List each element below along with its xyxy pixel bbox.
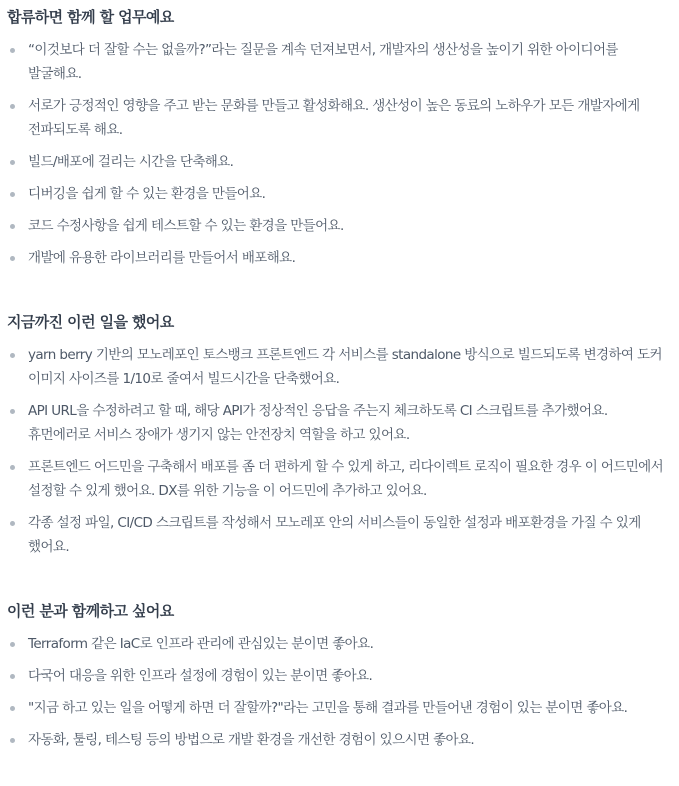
bullet-icon <box>10 256 15 261</box>
list-item <box>7 511 673 559</box>
list-item <box>7 399 673 447</box>
bullet-icon <box>10 465 15 470</box>
list-item <box>7 728 673 752</box>
section-past-work <box>7 310 673 559</box>
bullet-icon <box>10 353 15 358</box>
list-item <box>7 94 673 142</box>
list-item-text: 코드 수정사항을 쉽게 테스트할 수 있는 환경을 만들어요. <box>28 218 344 234</box>
section-responsibilities <box>7 0 673 270</box>
list-item-text: 디버깅을 쉽게 할 수 있는 환경을 만들어요. <box>28 186 266 202</box>
bullet-icon <box>10 160 15 165</box>
list-item-text: “이것보다 더 잘할 수는 없을까?”라는 질문을 계속 던져보면서, 개발자의 생산성을 높이기 위한 아이디어를 발굴해요. <box>28 42 618 82</box>
list-item <box>7 214 673 238</box>
bullet-icon <box>10 104 15 109</box>
bullet-list <box>7 38 673 270</box>
section-title: 지금까진 이런 일을 했어요 <box>7 313 174 331</box>
section-title: 이런 분과 함께하고 싶어요 <box>7 602 174 620</box>
list-item-text: 빌드/배포에 걸리는 시간을 단축해요. <box>28 154 234 170</box>
bullet-icon <box>10 224 15 229</box>
list-item <box>7 182 673 206</box>
list-item <box>7 632 673 656</box>
list-item-text: 다국어 대응을 위한 인프라 설정에 경험이 있는 분이면 좋아요. <box>28 668 373 684</box>
list-item <box>7 38 673 86</box>
bullet-icon <box>10 192 15 197</box>
section-qualifications <box>7 599 673 752</box>
list-item <box>7 150 673 174</box>
list-item <box>7 343 673 391</box>
list-item <box>7 696 673 720</box>
list-item-text: 각종 설정 파일, CI/CD 스크립트를 작성해서 모노레포 안의 서비스들이 동일한 설정과 배포환경을 가질 수 있게 했어요. <box>28 515 641 555</box>
bullet-icon <box>10 706 15 711</box>
bullet-icon <box>10 674 15 679</box>
bullet-icon <box>10 642 15 647</box>
list-item-text: 프론트엔드 어드민을 구축해서 배포를 좀 더 편하게 할 수 있게 하고, 리다이렉트 로직이 필요한 경우 이 어드민에서 설정할 수 있게 했어요. DX를 위한 기능을 이 어드민에 추가하고 있어요. <box>28 459 664 499</box>
list-item <box>7 455 673 503</box>
bullet-icon <box>10 409 15 414</box>
list-item-text: 개발에 유용한 라이브러리를 만들어서 배포해요. <box>28 250 296 266</box>
list-item <box>7 246 673 270</box>
list-item <box>7 664 673 688</box>
list-item-text: API URL을 수정하려고 할 때, 해당 API가 정상적인 응답을 주는지 체크하도록 CI 스크립트를 추가했어요. 휴먼에러로 서비스 장애가 생기지 않는 안전장치 역할을 하고 있어요. <box>28 403 608 443</box>
bullet-list <box>7 632 673 752</box>
bullet-list <box>7 343 673 559</box>
bullet-icon <box>10 521 15 526</box>
section-title: 합류하면 함께 할 업무예요 <box>7 8 174 26</box>
list-item-text: "지금 하고 있는 일을 어떻게 하면 더 잘할까?"라는 고민을 통해 결과를 만들어낸 경험이 있는 분이면 좋아요. <box>28 700 628 716</box>
list-item-text: 서로가 긍정적인 영향을 주고 받는 문화를 만들고 활성화해요. 생산성이 높은 동료의 노하우가 모든 개발자에게 전파되도록 해요. <box>28 98 640 138</box>
list-item-text: 자동화, 툴링, 테스팅 등의 방법으로 개발 환경을 개선한 경험이 있으시면 좋아요. <box>28 732 475 748</box>
bullet-icon <box>10 48 15 53</box>
bullet-icon <box>10 738 15 743</box>
list-item-text: Terraform 같은 IaC로 인프라 관리에 관심있는 분이면 좋아요. <box>28 636 374 652</box>
list-item-text: yarn berry 기반의 모노레포인 토스뱅크 프론트엔드 각 서비스를 standalone 방식으로 빌드되도록 변경하여 도커 이미지 사이즈를 1/10로 줄여서 빌드시간을 단축했어요. <box>28 347 662 387</box>
